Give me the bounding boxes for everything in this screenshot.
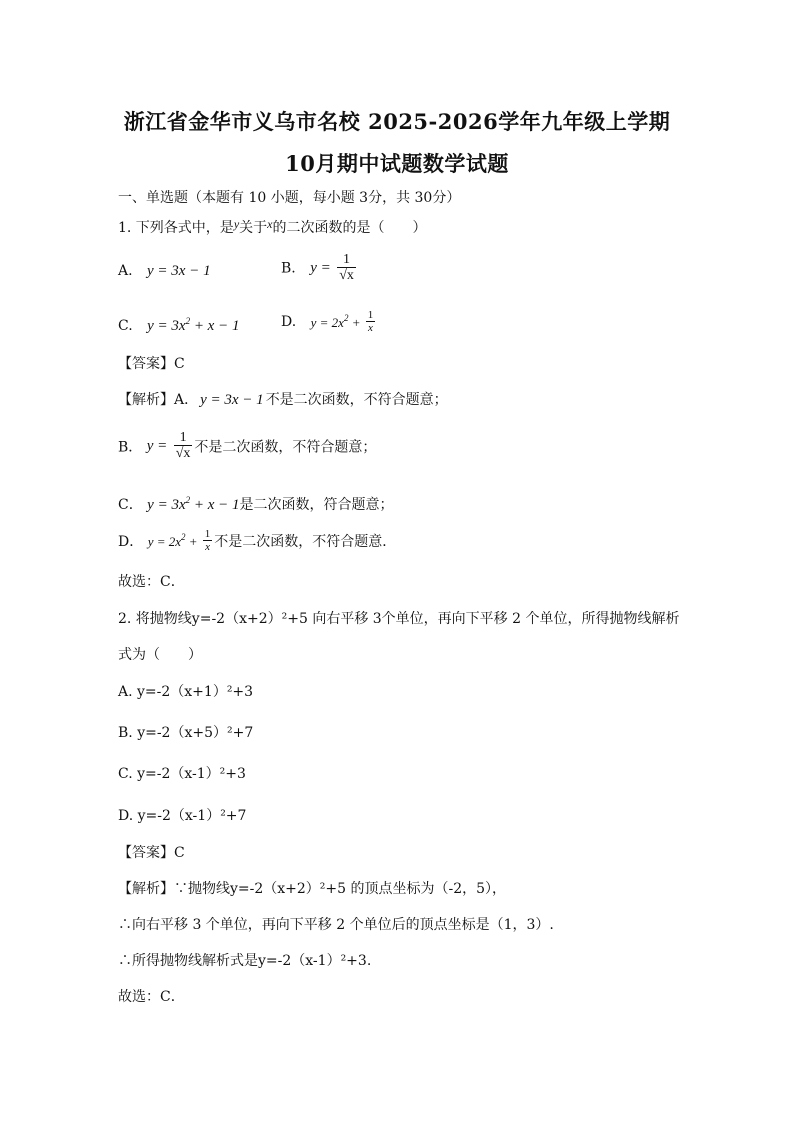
q1-option-c: C. $y = 3x^2 + x - 1$ <box>118 316 240 334</box>
q1-explanation-d-fraction: $\frac{1}{x}$ <box>204 528 211 554</box>
title-line-2: 10月期中试题数学试题 <box>285 151 509 176</box>
section-heading: 一、单选题（本题有 10 小题，每小题 3分，共 30分） <box>118 190 461 206</box>
q2-stem-line-1: 2. 将抛物线y=-2（x+2）²+5 向右平移 3个单位，再向下平移 2 个单位，所得抛物线解析 <box>118 611 680 627</box>
q1-explanation-c: C． $y = 3x^2 + x - 1$是二次函数，符合题意； <box>118 495 394 513</box>
q1-option-d-fraction: $\frac{1}{x}$ <box>367 309 374 335</box>
q2-option-a: A. y=-2（x+1）²+3 <box>118 684 254 700</box>
q2-explanation-line-3: ∴所得抛物线解析式是y=-2（x-1）²+3. <box>118 953 372 969</box>
q2-answer: 【答案】C <box>118 845 185 861</box>
q2-conclusion: 故选：C． <box>118 989 185 1005</box>
q1-explanation-b: B． y = $\frac{1}{√x}$ 不是二次函数，不符合题意； <box>118 430 377 462</box>
q1-option-a: A. y = 3x − 1 <box>118 263 211 279</box>
q1-explanation-d: D． $y = 2x^2$ + $\frac{1}{x}$ 不是二次函数，不符合题意． <box>118 528 397 554</box>
q2-stem-line-2: 式为（ ） <box>118 647 202 663</box>
title-line-1: 浙江省金华市义乌市名校 2025-2026学年九年级上学期 <box>123 109 671 134</box>
q2-option-b: B. y=-2（x+5）²+7 <box>118 725 254 741</box>
q2-explanation-line-1: 【解析】∵抛物线y=-2（x+2）²+5 的顶点坐标为（-2，5）， <box>118 881 507 897</box>
q1-explanation-b-fraction: $\frac{1}{√x}$ <box>175 430 191 462</box>
q2-explanation-line-2: ∴向右平移 3 个单位，再向下平移 2 个单位后的顶点坐标是（1，3）. <box>118 917 554 933</box>
q1-explanation-a: 【解析】A． y = 3x − 1 不是二次函数，不符合题意； <box>118 392 448 408</box>
q1-answer: 【答案】C <box>118 356 185 372</box>
q2-option-c: C. y=-2（x-1）²+3 <box>118 766 246 782</box>
q2-option-d: D. y=-2（x-1）²+7 <box>118 808 247 824</box>
q1-stem: 1. 下列各式中，是y关于x的二次函数的是（ ） <box>118 217 427 236</box>
q1-conclusion: 故选：C． <box>118 574 185 590</box>
q1-option-b-fraction: $\frac{1}{√x}$ <box>339 252 354 284</box>
q1-option-d: D. $y = 2x^2$ + $\frac{1}{x}$ <box>281 309 374 335</box>
q1-option-b: B. y = $\frac{1}{√x}$ <box>281 252 354 284</box>
